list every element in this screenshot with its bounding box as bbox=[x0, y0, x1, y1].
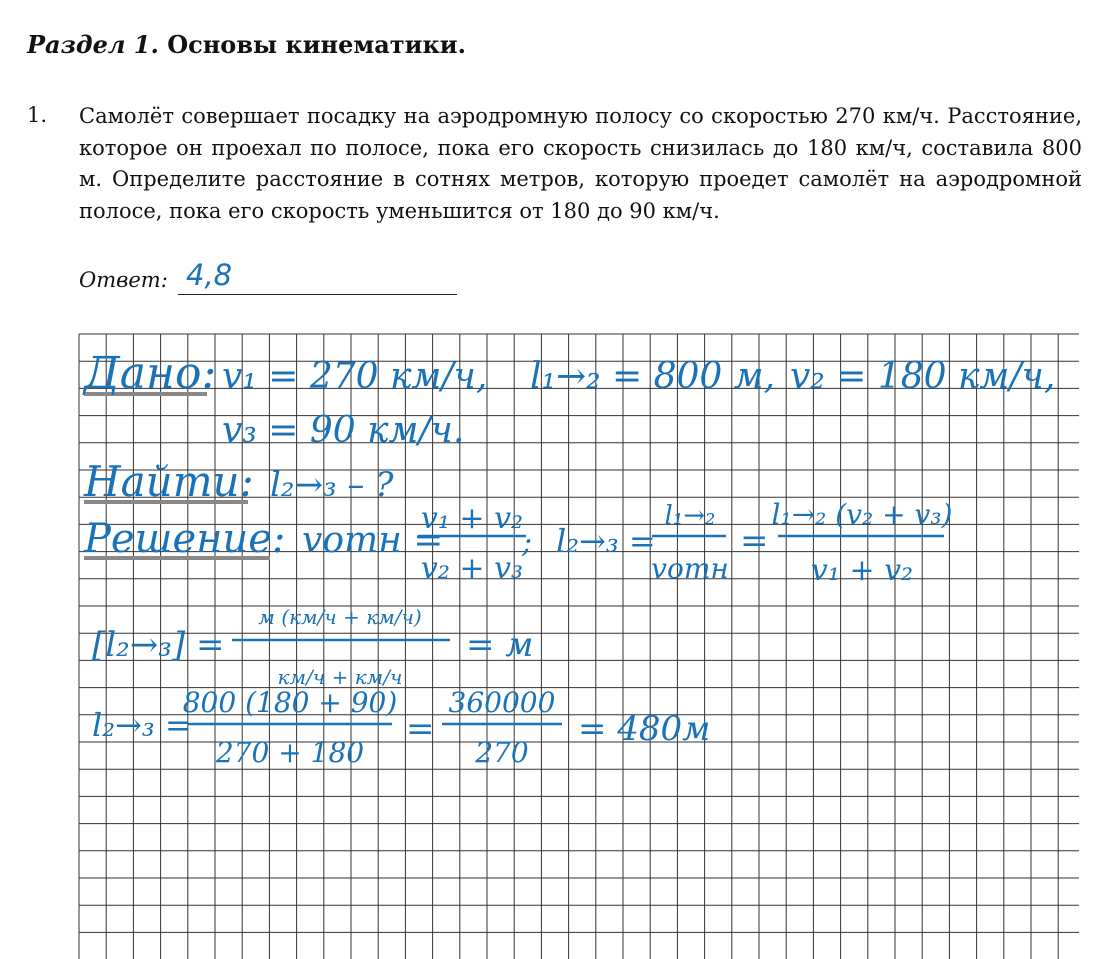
frac3-denominator: v₁ + v₂ bbox=[810, 553, 914, 588]
section-number: Раздел 1. bbox=[27, 30, 159, 59]
reshenie-label: Решение: bbox=[84, 516, 286, 562]
dano-label: Дано: bbox=[84, 348, 217, 399]
calc-denominator-1: 270 + 180 bbox=[215, 736, 365, 769]
section-title: Основы кинематики. bbox=[167, 30, 466, 59]
frac3-numerator: l₁→₂ (v₂ + v₃) bbox=[771, 498, 953, 531]
frac2-denominator: vотн bbox=[651, 552, 729, 585]
problem-number: 1. bbox=[27, 103, 48, 127]
calc-lhs: l₂→₃ = bbox=[92, 706, 192, 744]
semicolon: ; bbox=[522, 525, 533, 560]
dano-v2: v₂ = 180 км/ч, bbox=[790, 356, 1056, 397]
calc-numerator-1: 800 (180 + 90) bbox=[182, 686, 398, 719]
dano-v3: v₃ = 90 км/ч. bbox=[222, 410, 465, 451]
calc-denominator-2: 270 bbox=[475, 736, 529, 769]
dano-l12: l₁→₂ = 800 м, bbox=[530, 356, 776, 397]
calc-equals-1: = bbox=[406, 709, 435, 749]
najti-label: Найти: bbox=[84, 457, 254, 506]
equals: = bbox=[740, 521, 769, 561]
problem-statement: Самолёт совершает посадку на аэродромную полосу со скоростью 270 км/ч. Расстояние, которое он проехал по полосе, пока его скорость снизилась до 180 км/ч, составила 800 м. Определите расстояние в сотнях метров, которую проедет самолёт на аэродромной полосе, пока его скорость уменьшится от 180 до 90 км/ч. bbox=[79, 104, 1082, 223]
calc-result: = 480м bbox=[578, 709, 711, 749]
calc-numerator-2: 360000 bbox=[448, 686, 556, 719]
l23-eq: l₂→₃ = bbox=[556, 522, 656, 560]
frac2-numerator: l₁→₂ bbox=[664, 501, 716, 531]
answer-value[interactable]: 4,8 bbox=[186, 258, 233, 292]
answer-label: Ответ: bbox=[79, 268, 168, 292]
v-otn: vотн = bbox=[302, 520, 444, 561]
units-rhs: = м bbox=[466, 625, 534, 665]
dano-v1: v₁ = 270 км/ч, bbox=[222, 356, 488, 397]
frac1-denominator: v₂ + v₃ bbox=[420, 551, 524, 586]
frac1-numerator: v₁ + v₂ bbox=[420, 501, 524, 536]
units-lhs: [l₂→₃] = bbox=[92, 625, 225, 665]
units-denominator: км/ч + км/ч bbox=[277, 665, 403, 689]
units-numerator: м (км/ч + км/ч) bbox=[258, 605, 422, 629]
najti-value: l₂→₃ – ? bbox=[270, 465, 394, 505]
